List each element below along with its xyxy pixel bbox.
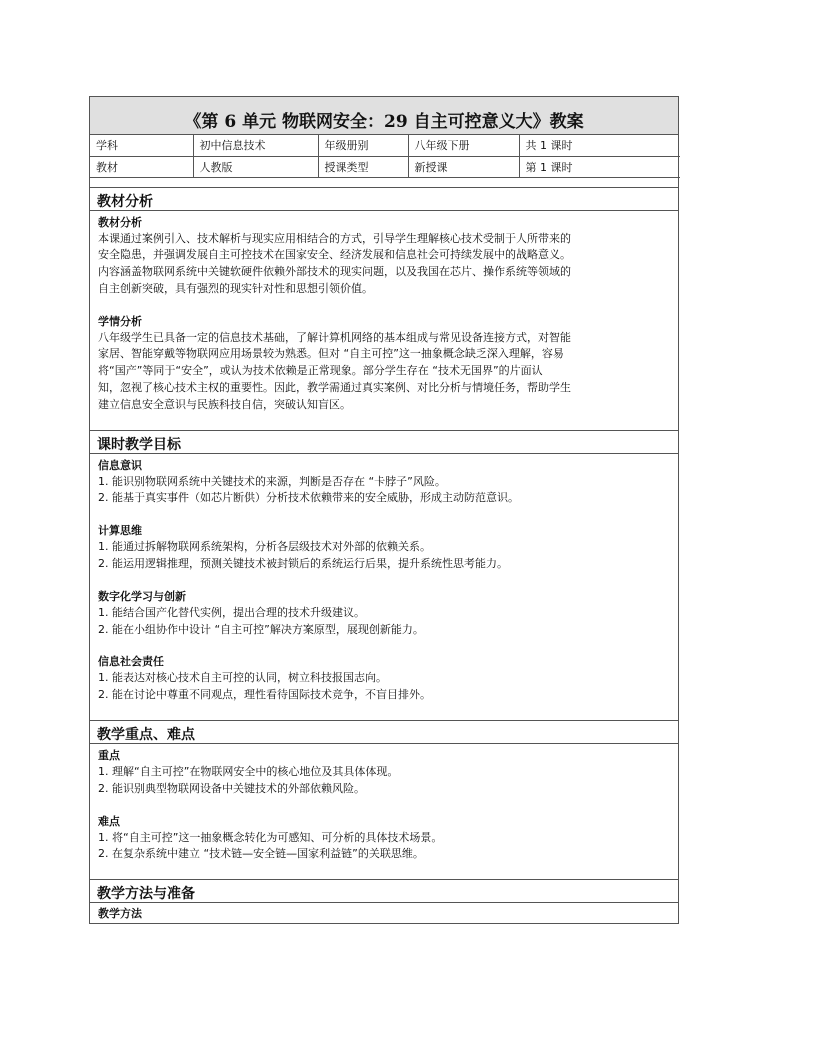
list-item: 1. 理解“自主可控”在物联网安全中的核心地位及其具体体现。: [98, 765, 399, 779]
info-table: [90, 135, 680, 178]
list-item: 2. 能运用逻辑推理，预测关键技术被封锁后的系统运行后果，提升系统性思考能力。: [98, 557, 508, 571]
info-label-grade: 年级册别: [318, 135, 408, 156]
paragraph-line: 将“国产”等同于“安全”，或认为技术依赖是正常现象。部分学生存在 “技术无国界”的片面认: [98, 364, 543, 378]
subheading-difficult-points: 难点: [98, 814, 120, 828]
list-item: 2. 能在小组协作中设计 “自主可控”解决方案原型，展现创新能力。: [98, 622, 424, 636]
info-value-lesson-type: 新授课: [408, 156, 519, 177]
list-item: 2. 能基于真实事件（如芯片断供）分析技术依赖带来的安全威胁，形成主动防范意识。: [98, 491, 519, 505]
list-item: 1. 能通过拆解物联网系统架构，分析各层级技术对外部的依赖关系。: [98, 540, 431, 554]
info-value-textbook: 人教版: [193, 156, 318, 177]
subheading-textbook-analysis: 教材分析: [98, 215, 142, 229]
subheading-computational-thinking: 计算思维: [98, 524, 142, 538]
info-label-subject: 学科: [90, 135, 193, 156]
list-item: 2. 能识别典型物联网设备中关键技术的外部依赖风险。: [98, 781, 365, 795]
subheading-key-points: 重点: [98, 749, 120, 763]
section-heading-methods: 教学方法与准备: [90, 879, 678, 903]
list-item: 2. 能在讨论中尊重不同观点，理性看待国际技术竞争，不盲目排外。: [98, 688, 431, 702]
lesson-plan-document: [89, 96, 679, 924]
section-body-goals: [90, 454, 678, 720]
list-item: 1. 能结合国产化替代实例，提出合理的技术升级建议。: [98, 605, 365, 619]
paragraph-line: 本课通过案例引入、技术解析与现实应用相结合的方式，引导学生理解核心技术受制于人所带来的: [98, 231, 571, 245]
info-value-subject: 初中信息技术: [193, 135, 318, 156]
info-value-total-periods: 共 1 课时: [519, 135, 680, 156]
subheading-digital-learning: 数字化学习与创新: [98, 589, 186, 603]
list-item: 1. 能表达对核心技术自主可控的认同，树立科技报国志向。: [98, 671, 387, 685]
list-item: 2. 在复杂系统中建立 “技术链—安全链—国家利益链”的关联思维。: [98, 847, 424, 861]
section-heading-goals: 课时教学目标: [90, 430, 678, 454]
paragraph-line: 内容涵盖物联网系统中关键软硬件依赖外部技术的现实问题，以及我国在芯片、操作系统等领域的: [98, 265, 571, 279]
document-title: 《第 6 单元 物联网安全：29 自主可控意义大》教案: [90, 97, 678, 135]
info-row-subject: [90, 135, 680, 156]
list-item: 1. 将“自主可控”这一抽象概念转化为可感知、可分析的具体技术场景。: [98, 830, 443, 844]
section-body-methods: [90, 903, 678, 923]
subheading-info-awareness: 信息意识: [98, 458, 142, 472]
section-heading-keypoints: 教学重点、难点: [90, 720, 678, 744]
paragraph-line: 八年级学生已具备一定的信息技术基础，了解计算机网络的基本组成与常见设备连接方式，对智能: [98, 330, 571, 344]
subheading-student-analysis: 学情分析: [98, 314, 142, 328]
list-item: 1. 能识别物联网系统中关键技术的来源，判断是否存在 “卡脖子”风险。: [98, 474, 446, 488]
info-label-textbook: 教材: [90, 156, 193, 177]
paragraph-line: 安全隐患，并强调发展自主可控技术在国家安全、经济发展和信息社会可持续发展中的战略意义。: [98, 248, 571, 262]
paragraph-line: 家居、智能穿戴等物联网应用场景较为熟悉。但对 “自主可控”这一抽象概念缺乏深入理解，容易: [98, 347, 564, 361]
subheading-teaching-methods: 教学方法: [98, 907, 142, 921]
subheading-social-responsibility: 信息社会责任: [98, 655, 164, 669]
info-row-textbook: [90, 156, 680, 177]
info-label-lesson-type: 授课类型: [318, 156, 408, 177]
info-value-grade: 八年级下册: [408, 135, 519, 156]
paragraph-line: 知，忽视了核心技术主权的重要性。因此，教学需通过真实案例、对比分析与情境任务，帮助学生: [98, 381, 571, 395]
section-heading-analysis: 教材分析: [90, 187, 678, 211]
paragraph-line: 建立信息安全意识与民族科技自信，突破认知盲区。: [98, 397, 351, 411]
paragraph-line: 自主创新突破，具有强烈的现实针对性和思想引领价值。: [98, 281, 373, 295]
info-value-current-period: 第 1 课时: [519, 156, 680, 177]
section-body-analysis: [90, 211, 678, 430]
section-body-keypoints: [90, 744, 678, 879]
